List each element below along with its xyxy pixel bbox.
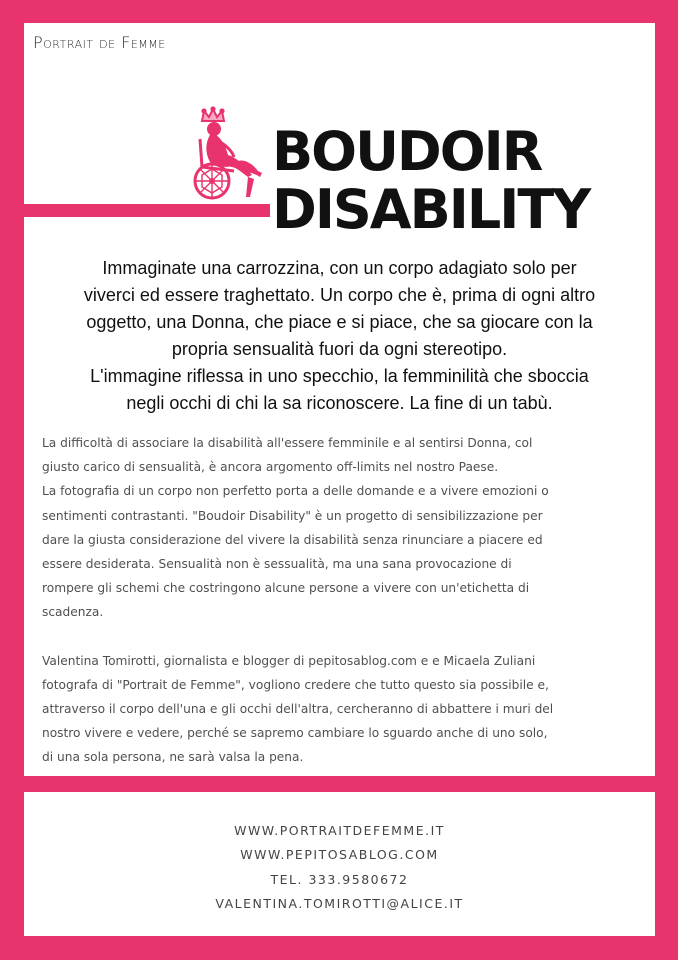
- title-line-1: BOUDOIR: [272, 120, 542, 183]
- page-title: [272, 120, 590, 241]
- email-address[interactable]: VALENTINA.TOMIROTTI@ALICE.IT: [215, 895, 464, 911]
- body-line: nostro vivere e vedere, perché se sapremo cambiare lo sguardo anche di uno solo,: [42, 726, 548, 741]
- lead-line: L'immagine riflessa in uno specchio, la femminilità che sboccia: [90, 366, 589, 386]
- body-text: [42, 431, 642, 770]
- body-line: La fotografia di un corpo non perfetto porta a delle domande e a vivere emozioni o: [42, 484, 549, 499]
- lead-paragraph: [36, 255, 643, 417]
- footer-panel: [24, 792, 655, 936]
- body-line: di una sola persona, ne sarà valsa la pena.: [42, 750, 304, 765]
- main-panel: [24, 23, 655, 776]
- body-line: rompere gli schemi che costringono alcune persone a vivere con un'etichetta di: [42, 581, 530, 596]
- lead-line: negli occhi di chi la sa riconoscere. La fine di un tabù.: [126, 393, 553, 413]
- body-line: dare la giusta considerazione del vivere la disabilità senza rinunciare a piacere ed: [42, 532, 543, 547]
- body-line: fotografa di "Portrait de Femme", vogliono credere che tutto questo sia possibile e,: [42, 677, 549, 692]
- body-paragraph-1: [42, 431, 642, 625]
- lead-line: viverci ed essere traghettato. Un corpo che è, prima di ogni altro: [83, 285, 596, 305]
- website-link-pepitosa[interactable]: WWW.PEPITOSABLOG.COM: [240, 847, 439, 863]
- body-line: attraverso il corpo dell'una e gli occhi dell'altra, cercheranno di abbattere i muri del: [42, 702, 554, 717]
- body-line: La difficoltà di associare la disabilità all'essere femminile e al sentirsi Donna, col: [42, 436, 533, 450]
- lead-line: propria sensualità fuori da ogni stereotipo.: [171, 339, 508, 359]
- body-line: sentimenti contrastanti. "Boudoir Disability" è un progetto di sensibilizzazione per: [42, 508, 543, 523]
- body-line: scadenza.: [42, 605, 104, 620]
- wheelchair-woman-crown-icon: [182, 105, 266, 205]
- contact-info: [24, 819, 655, 916]
- body-line: giusto carico di sensualità, è ancora argomento off-limits nel nostro Paese.: [42, 460, 499, 475]
- title-line-2: DISABILITY: [272, 178, 590, 241]
- website-link-portrait[interactable]: WWW.PORTRAITDEFEMME.IT: [234, 823, 445, 838]
- phone-number: TEL. 333.9580672: [270, 871, 409, 887]
- lead-line: oggetto, una Donna, che piace e si piace, che sa giocare con la: [86, 312, 593, 332]
- accent-bar: [24, 204, 270, 217]
- brand-name: Portrait de Femme: [33, 33, 166, 52]
- body-line: essere desiderata. Sensualità non è sessualità, ma una sana provocazione di: [42, 557, 512, 572]
- body-paragraph-2: [42, 649, 642, 770]
- lead-line: Immaginate una carrozzina, con un corpo adagiato solo per: [102, 258, 577, 278]
- body-line: Valentina Tomirotti, giornalista e blogger di pepitosablog.com e e Micaela Zuliani: [42, 653, 536, 668]
